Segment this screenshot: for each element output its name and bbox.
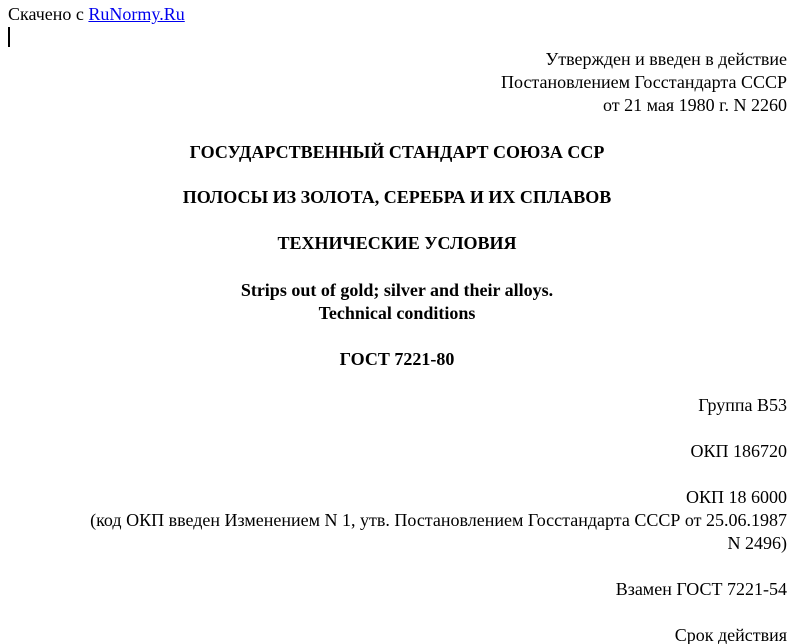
approval-line-3: от 21 мая 1980 г. N 2260 <box>602 95 787 115</box>
download-source-line <box>8 3 185 26</box>
state-standard-title: ГОСУДАРСТВЕННЫЙ СТАНДАРТ СОЮЗА ССР <box>189 142 605 162</box>
validity-period-label: Срок действия <box>674 625 787 644</box>
approval-line-1: Утвержден и введен в действие <box>545 49 787 69</box>
okp-code-1: ОКП 186720 <box>690 441 787 461</box>
subject-title: ПОЛОСЫ ИЗ ЗОЛОТА, СЕРЕБРА И ИХ СПЛАВОВ <box>182 187 612 207</box>
okp-note-line-2: N 2496) <box>727 533 787 553</box>
replaces-standard: Взамен ГОСТ 7221-54 <box>615 579 787 599</box>
text-cursor <box>8 27 10 47</box>
technical-conditions-title: ТЕХНИЧЕСКИЕ УСЛОВИЯ <box>277 233 517 253</box>
download-prefix: Скачено с <box>8 4 89 24</box>
gost-number: ГОСТ 7221-80 <box>339 349 455 369</box>
english-title-line-2: Technical conditions <box>318 303 476 323</box>
group-code: Группа В53 <box>698 395 787 415</box>
english-title-line-1: Strips out of gold; silver and their alloys. <box>240 280 554 300</box>
approval-line-2: Постановлением Госстандарта СССР <box>501 72 787 92</box>
okp-code-2: ОКП 18 6000 <box>685 487 787 507</box>
runormy-link[interactable]: RuNormy.Ru <box>88 4 185 24</box>
okp-note-line-1: (код ОКП введен Изменением N 1, утв. Постановлением Госстандарта СССР от 25.06.1987 <box>90 510 787 530</box>
